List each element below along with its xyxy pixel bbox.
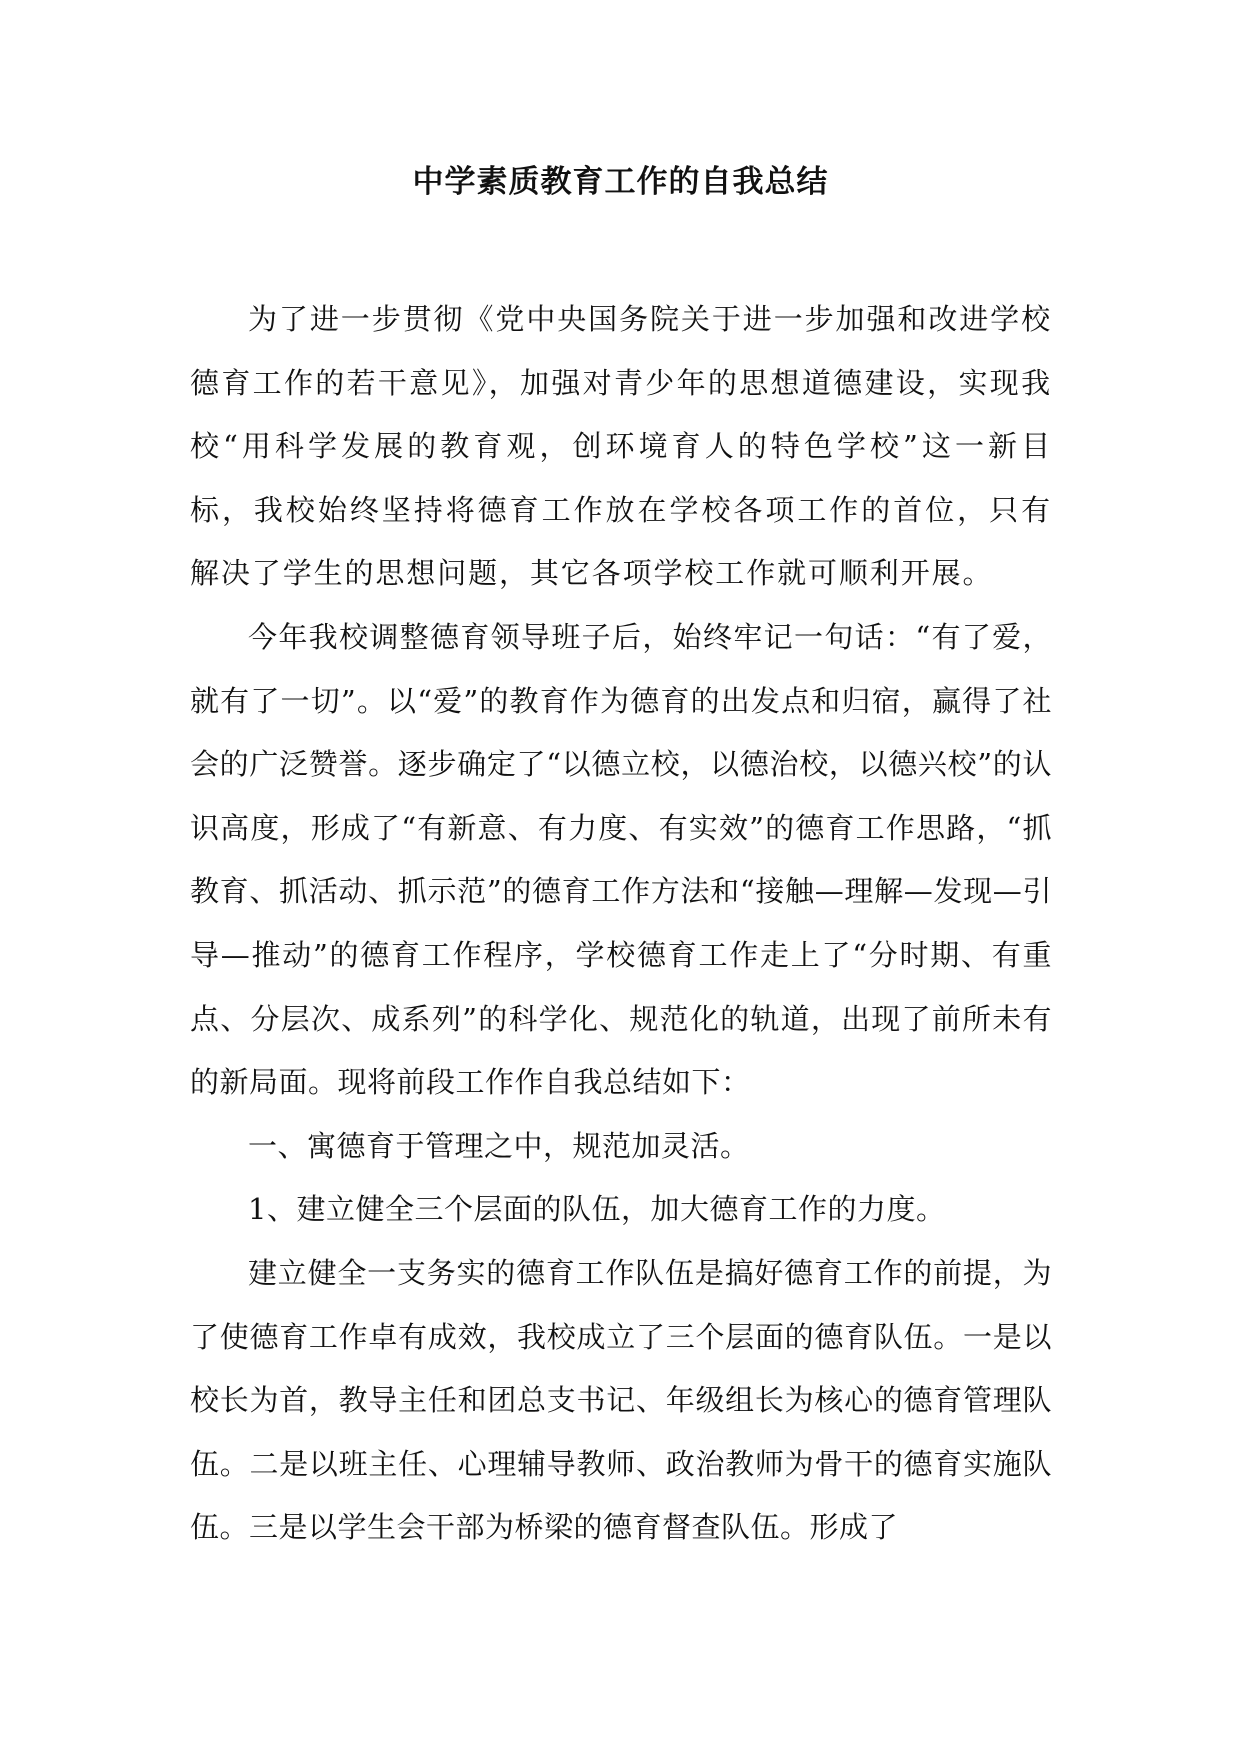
paragraph-intro: 为了进一步贯彻《党中央国务院关于进一步加强和改进学校德育工作的若干意见》，加强对青少年的思想道德建设，实现我校“用科学发展的教育观，创环境育人的特色学校”这一新目标，我校始终坚持将德育工作放在学校各项工作的首位，只有解决了学生的思想问题，其它各项学校工作就可顺利开展。 — [190, 302, 1052, 591]
subsection-heading-1-1: 1、建立健全三个层面的队伍，加大德育工作的力度。 — [248, 1192, 946, 1227]
document-title: 中学素质教育工作的自我总结 — [412, 164, 829, 200]
section-heading-1: 一、寓德育于管理之中，规范加灵活。 — [248, 1128, 750, 1163]
paragraph-team: 建立健全一支务实的德育工作队伍是搞好德育工作的前提，为了使德育工作卓有成效，我校成立了三个层面的德育队伍。一是以校长为首，教导主任和团总支书记、年级组长为核心的德育管理队伍。二是以班主任、心理辅导教师、政治教师为骨干的德育实施队伍。三是以学生会干部为桥梁的德育督查队伍。形成了 — [190, 1255, 1052, 1545]
paragraph-overview: 今年我校调整德育领导班子后，始终牢记一句话：“有了爱，就有了一切”。以“爱”的教育作为德育的出发点和归宿，赢得了社会的广泛赞誉。逐步确定了“以德立校，以德治校，以德兴校”的认识高度，形成了“有新意、有力度、有实效”的德育工作思路，“抓教育、抓活动、抓示范”的德育工作方法和“接触—理解—发现—引导—推动”的德育工作程序，学校德育工作走上了“分时期、有重点、分层次、成系列”的科学化、规范化的轨道，出现了前所未有的新局面。现将前段工作作自我总结如下： — [190, 619, 1052, 1100]
document-body — [190, 288, 1052, 1560]
